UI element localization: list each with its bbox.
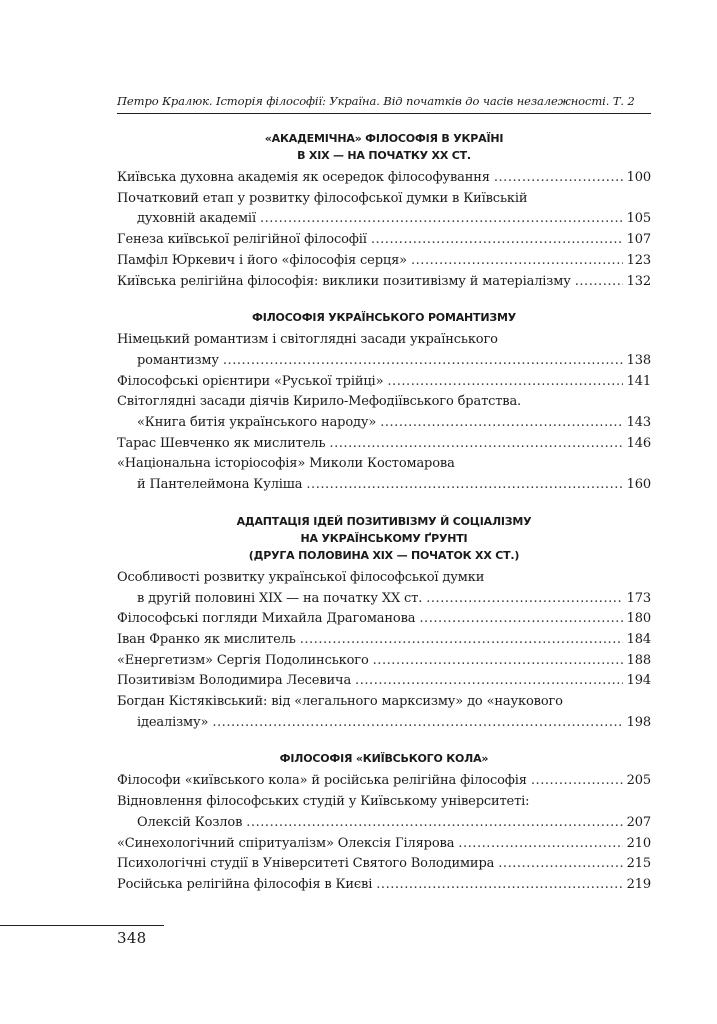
toc-entry-row: [117, 651, 651, 672]
toc-entry-list: [117, 168, 651, 292]
section-title: В XIX — НА ПОЧАТКУ XX СТ.: [297, 149, 471, 162]
toc-page-number: 207: [626, 814, 651, 830]
dot-leader: [380, 413, 622, 434]
toc-entry-title-line: Київська духовна академія як осередок філософування: [117, 170, 490, 185]
toc-page-number: 107: [626, 232, 651, 248]
toc-page-number: 198: [626, 714, 651, 730]
toc-entry-title-line: Богдан Кістяківський: від «легального марксизму» до «наукового: [117, 694, 563, 710]
toc-entry-row: [117, 854, 651, 875]
toc-page-number: 146: [626, 435, 651, 451]
toc-entry[interactable]: [117, 692, 651, 733]
toc-section: [117, 309, 651, 496]
dot-leader: [426, 589, 622, 610]
toc-page-number: 132: [626, 273, 651, 289]
dot-leader: [373, 651, 623, 672]
toc-entry-title-line: Світоглядні засади діячів Кирило-Мефодіївського братства.: [117, 394, 522, 410]
dot-leader: [246, 813, 622, 834]
toc-page-number: 143: [626, 415, 651, 431]
toc-entry-row: [117, 713, 651, 734]
section-title: (ДРУГА ПОЛОВИНА XIX — ПОЧАТОК XX СТ.): [248, 548, 520, 562]
toc-entry[interactable]: [117, 630, 651, 651]
toc-page-number: 205: [626, 773, 651, 789]
toc-entry-title-line: «Національна історіософія» Миколи Костомарова: [117, 456, 455, 472]
section-title: АДАПТАЦІЯ ІДЕЙ ПОЗИТИВІЗМУ Й СОЦІАЛІЗМУ: [236, 514, 532, 528]
toc-entry-row: [117, 272, 651, 293]
dot-leader: [387, 372, 622, 393]
toc-entry-row: [117, 589, 651, 610]
dot-leader: [329, 434, 622, 455]
toc-entry-title-line: «Енергетизм» Сергія Подолинського: [117, 652, 369, 668]
toc-entry-title-line: Психологічні студії в Університеті Святого Володимира: [117, 856, 495, 872]
toc-entry-row: [117, 372, 651, 393]
toc-entry-title-line: Філософи «київського кола» й російська релігійна філософія: [117, 773, 527, 789]
toc-entry-row: [117, 671, 651, 692]
toc-entry-title-line: Відновлення філософських студій у Київському університеті:: [117, 794, 530, 810]
toc-entry-title-line: й Пантелеймона Куліша: [137, 477, 303, 493]
toc-entry-title-line: ідеалізму»: [137, 714, 209, 730]
toc-page-number: 184: [626, 631, 651, 647]
toc-entry-title-line: «Книга битія українського народу»: [137, 415, 377, 431]
toc-entry-title-line: в другій половині XIX — на початку XX ст.: [137, 590, 423, 606]
toc-section: [117, 130, 651, 292]
dot-leader: [419, 609, 622, 630]
section-title: ФІЛОСОФІЯ «КИЇВСЬКОГО КОЛА»: [279, 752, 489, 766]
toc-page-number: 160: [626, 477, 651, 493]
toc-entry[interactable]: [117, 168, 651, 189]
toc-entry-title-line: Позитивізм Володимира Лесевича: [117, 673, 352, 689]
toc-section: [117, 750, 651, 895]
toc-entry-title-line: Німецький романтизм і світоглядні засади українського: [117, 332, 498, 348]
toc-entry-row: [117, 251, 651, 272]
toc-page-number: 173: [626, 590, 651, 606]
toc-page-number: 100: [626, 170, 651, 185]
toc-page-number: 180: [626, 611, 651, 627]
toc-entry[interactable]: [117, 854, 651, 875]
toc-page-number: 219: [626, 876, 651, 892]
toc-page-number: 215: [626, 856, 651, 872]
toc-entry-title-line: Іван Франко як мислитель: [117, 631, 296, 647]
toc-entry-title-line: духовній академії: [137, 211, 256, 227]
dot-leader: [498, 854, 622, 875]
section-title: НА УКРАЇНСЬКОМУ ҐРУНТІ: [300, 531, 468, 545]
toc-entry[interactable]: [117, 392, 651, 433]
dot-leader: [494, 168, 623, 189]
dot-leader: [260, 209, 623, 230]
toc-page-number: 123: [626, 252, 651, 268]
toc-entry-title-line: Олексій Козлов: [137, 814, 243, 830]
toc-entry-title-line: Генеза київської релігійної філософії: [117, 232, 367, 248]
footer-rule: [0, 925, 164, 926]
toc-entry-row: [117, 875, 651, 896]
toc-page-number: 210: [626, 835, 651, 851]
toc-entry-list: [117, 330, 651, 496]
toc-entry[interactable]: [117, 568, 651, 609]
toc-entry-row: [117, 209, 651, 230]
table-of-contents: [117, 124, 651, 896]
dot-leader: [300, 630, 623, 651]
toc-entry-row: [117, 771, 651, 792]
toc-entry-list: [117, 568, 651, 734]
section-title: «АКАДЕМІЧНА» ФІЛОСОФІЯ В УКРАЇНІ: [264, 132, 504, 145]
toc-entry-title-line: Тарас Шевченко як мислитель: [117, 435, 326, 451]
dot-leader: [371, 230, 623, 251]
toc-entry-title-line: Філософські орієнтири «Руської трійці»: [117, 373, 384, 389]
dot-leader: [531, 771, 623, 792]
toc-entry-row: [117, 630, 651, 651]
dot-leader: [223, 351, 623, 372]
toc-section: [117, 513, 651, 734]
toc-entry[interactable]: [117, 609, 651, 630]
toc-entry[interactable]: [117, 372, 651, 393]
toc-entry-row: [117, 813, 651, 834]
toc-entry-list: [117, 771, 651, 895]
toc-entry[interactable]: [117, 651, 651, 672]
toc-page-number: 141: [626, 373, 651, 389]
toc-entry-title-line: Російська релігійна філософія в Києві: [117, 876, 373, 892]
toc-entry[interactable]: [117, 272, 651, 293]
toc-entry[interactable]: [117, 771, 651, 792]
toc-entry-title-line: Київська релігійна філософія: виклики позитивізму й матеріалізму: [117, 273, 571, 289]
toc-page-number: 194: [626, 673, 651, 689]
toc-entry-row: [117, 609, 651, 630]
dot-leader: [212, 713, 622, 734]
toc-entry[interactable]: [117, 189, 651, 230]
toc-page-number: 188: [626, 652, 651, 668]
page-number: 348: [117, 929, 147, 947]
toc-entry-title-line: Памфіл Юркевич і його «філософія серця»: [117, 252, 407, 268]
toc-entry-title-line: Особливості розвитку української філософської думки: [117, 569, 485, 585]
toc-entry-title-line: романтизму: [137, 352, 219, 368]
toc-entry-title-line: «Синехологічний спіритуалізм» Олексія Гілярова: [117, 835, 455, 851]
toc-entry-title-line: Початковий етап у розвитку філософської думки в Київській: [117, 190, 528, 206]
toc-entry[interactable]: [117, 434, 651, 455]
dot-leader: [306, 475, 622, 496]
toc-entry-title-line: Філософські погляди Михайла Драгоманова: [117, 611, 416, 627]
toc-entry[interactable]: [117, 671, 651, 692]
toc-entry-row: [117, 475, 651, 496]
toc-entry[interactable]: [117, 230, 651, 251]
toc-entry[interactable]: [117, 330, 651, 371]
toc-entry[interactable]: [117, 792, 651, 833]
toc-entry[interactable]: [117, 251, 651, 272]
toc-entry-row: [117, 413, 651, 434]
toc-entry[interactable]: [117, 834, 651, 855]
toc-entry-row: [117, 834, 651, 855]
toc-entry-row: [117, 168, 651, 189]
toc-entry[interactable]: [117, 454, 651, 495]
dot-leader: [575, 272, 623, 293]
dot-leader: [411, 251, 623, 272]
header-rule: [117, 113, 651, 114]
toc-entry-row: [117, 434, 651, 455]
section-title: ФІЛОСОФІЯ УКРАЇНСЬКОГО РОМАНТИЗМУ: [252, 311, 516, 325]
dot-leader: [355, 671, 623, 692]
toc-page-number: 105: [626, 211, 651, 227]
toc-entry-row: [117, 351, 651, 372]
toc-page-number: 138: [626, 352, 651, 368]
toc-entry[interactable]: [117, 875, 651, 896]
dot-leader: [376, 875, 622, 896]
toc-entry-row: [117, 230, 651, 251]
running-header: Петро Кралюк. Історія філософії: Україна. Від початків до часів незалежності. Т. 2: [117, 94, 635, 108]
dot-leader: [458, 834, 622, 855]
